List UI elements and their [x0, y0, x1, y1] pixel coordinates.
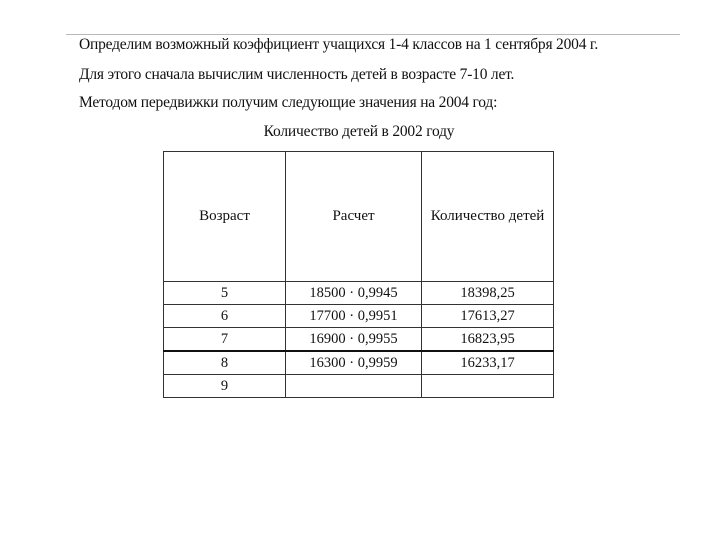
table-row [164, 305, 554, 328]
table-row [164, 282, 554, 305]
table-row [164, 351, 554, 375]
header-children-count: Количество детей [422, 152, 554, 282]
table-header-row [164, 152, 554, 282]
text-line-1: Определим возможный коэффициент учащихся 1-4 классов на 1 сентября 2004 г. [79, 36, 599, 53]
header-age: Возраст [164, 152, 286, 282]
cell-calculation: 16900 · 0,9955 [286, 328, 422, 352]
header-calculation: Расчет [286, 152, 422, 282]
children-count-table [163, 151, 554, 398]
cell-count: 16233,17 [422, 351, 554, 375]
cell-age: 6 [164, 305, 286, 328]
cell-count [422, 375, 554, 398]
cell-age: 9 [164, 375, 286, 398]
cell-count: 16823,95 [422, 328, 554, 352]
cell-count: 18398,25 [422, 282, 554, 305]
text-line-2: Для этого сначала вычислим численность детей в возрасте 7-10 лет. [79, 66, 515, 83]
cell-calculation: 18500 · 0,9945 [286, 282, 422, 305]
table-row [164, 375, 554, 398]
cell-calculation [286, 375, 422, 398]
cell-calculation: 16300 · 0,9959 [286, 351, 422, 375]
table-caption: Количество детей в 2002 году [263, 123, 455, 140]
table-row [164, 328, 554, 352]
cell-age: 7 [164, 328, 286, 352]
cell-calculation: 17700 · 0,9951 [286, 305, 422, 328]
cell-age: 5 [164, 282, 286, 305]
cell-age: 8 [164, 351, 286, 375]
cell-count: 17613,27 [422, 305, 554, 328]
text-line-3: Методом передвижки получим следующие значения на 2004 год: [79, 94, 498, 111]
